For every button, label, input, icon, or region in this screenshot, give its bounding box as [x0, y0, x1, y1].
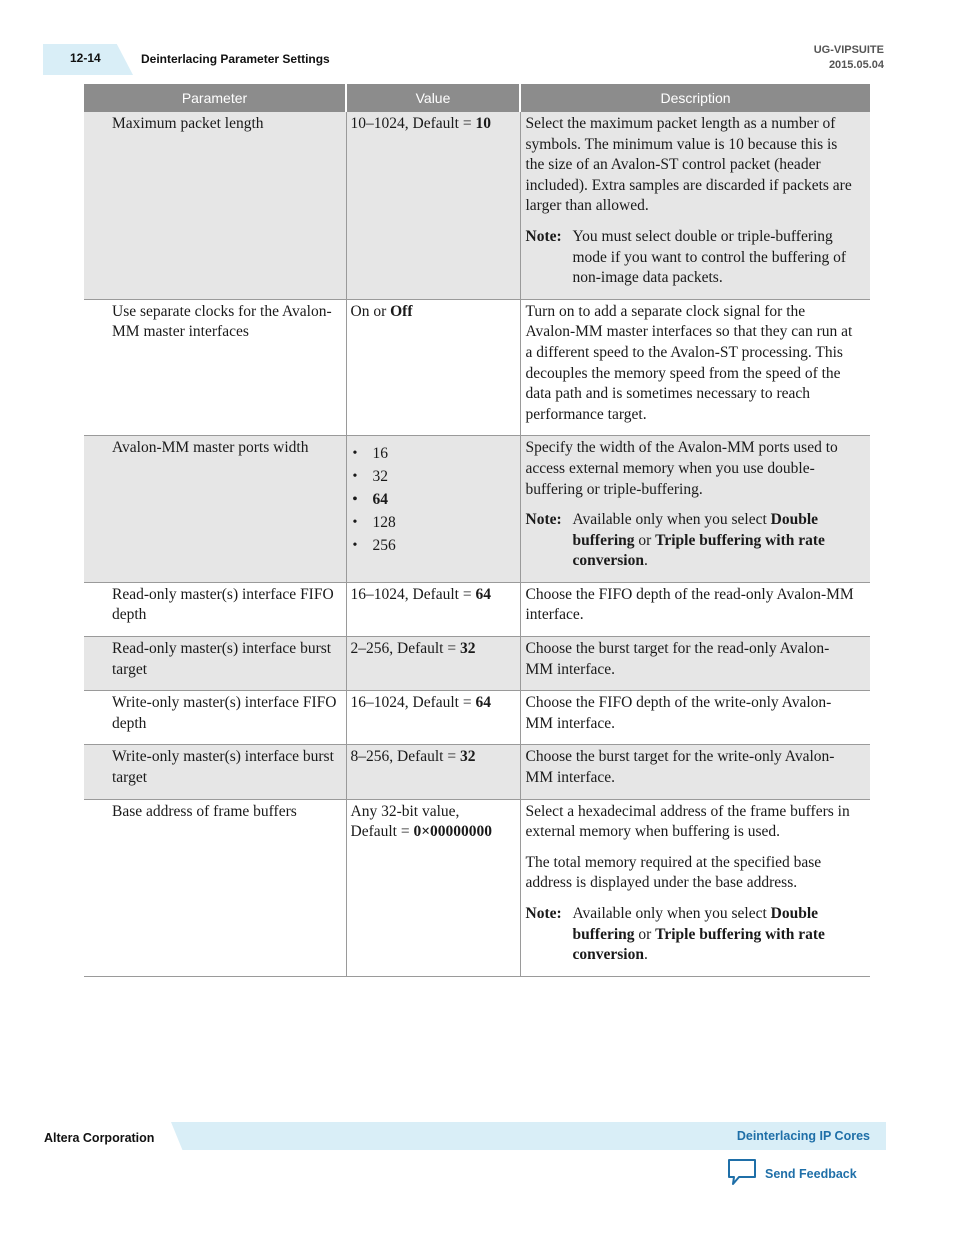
- value-default: 32: [459, 748, 476, 766]
- option-item: • 32: [351, 465, 514, 488]
- description-text: Choose the FIFO depth of the write-only Avalon-MM interface.: [525, 694, 832, 732]
- column-header-description: Description: [520, 84, 870, 112]
- description-cell: [520, 637, 870, 691]
- param-value: [347, 637, 520, 670]
- option-item: • 256: [351, 534, 514, 557]
- send-feedback-label: Send Feedback: [765, 1166, 857, 1181]
- description-text: Choose the burst target for the write-only Avalon-MM interface.: [525, 748, 835, 787]
- parameter-table: [84, 84, 870, 977]
- option-item-default: • 64: [351, 488, 514, 511]
- param-name: Use separate clocks for the Avalon-MM master interfaces: [112, 302, 332, 341]
- param-name: Read-only master(s) interface FIFO depth: [112, 585, 334, 624]
- description-text: Choose the FIFO depth of the read-only Avalon-MM interface.: [525, 585, 854, 624]
- param-cell: [84, 299, 346, 436]
- table-row: [84, 637, 870, 691]
- value-range: On or: [350, 302, 391, 320]
- description-text: Choose the burst target for the read-only Avalon-MM interface.: [525, 640, 830, 678]
- page-number: 12-14: [70, 51, 101, 65]
- option-item: • 128: [351, 511, 514, 534]
- param-cell: [84, 436, 346, 583]
- note-text: Available only when you select Double buffering or Triple buffering with rate conversion.: [572, 905, 825, 964]
- option-item: • 16: [351, 442, 514, 465]
- description-cell: [520, 112, 870, 299]
- value-cell: [346, 582, 520, 636]
- table-row: [84, 299, 870, 436]
- note-text: Available only when you select Double buffering or Triple buffering with rate conversion.: [572, 511, 825, 570]
- description-cell: [520, 299, 870, 436]
- value-default: Off: [390, 302, 413, 320]
- value-cell: [346, 745, 520, 799]
- value-cell: [346, 799, 520, 976]
- note: [526, 904, 857, 966]
- table-row: [84, 436, 870, 583]
- note: [526, 510, 857, 572]
- table-row: [84, 799, 870, 976]
- value-default: 64: [475, 694, 491, 712]
- note: [526, 227, 857, 289]
- param-name: Avalon-MM master ports width: [112, 439, 309, 457]
- value-cell: [346, 112, 520, 299]
- value-default: 10: [475, 115, 491, 132]
- param-cell: [84, 799, 346, 976]
- description-text: Specify the width of the Avalon-MM ports used to access external memory when you use double-buffering or triple-buffering.: [525, 439, 838, 498]
- value-default: 0×00000000: [413, 823, 493, 841]
- column-header-value: Value: [346, 84, 520, 112]
- param-cell: [84, 637, 346, 691]
- send-feedback-link[interactable]: [727, 1158, 857, 1189]
- param-cell: [84, 691, 346, 745]
- description-cell: [520, 745, 870, 799]
- option-list: [351, 442, 514, 557]
- speech-bubble-icon: [727, 1158, 757, 1189]
- chapter-link[interactable]: Deinterlacing IP Cores: [736, 1129, 870, 1143]
- param-value: [347, 583, 520, 616]
- param-name: Read-only master(s) interface burst target: [112, 640, 332, 678]
- note-label: Note:: [525, 511, 562, 529]
- value-default: 32: [459, 640, 476, 658]
- value-range: Any 32-bit value,: [350, 802, 460, 820]
- value-cell: [346, 637, 520, 691]
- value-cell: [346, 436, 520, 583]
- company-name: Altera Corporation: [44, 1131, 155, 1145]
- param-value: [347, 745, 520, 778]
- description-cell: [520, 582, 870, 636]
- description-text: Turn on to add a separate clock signal for the Avalon-MM master interfaces so that they can run at a different speed to the Avalon-ST processing. This decouples the memory speed from the speed of the data path and is sometimes necessary to reach performance target.: [525, 302, 853, 423]
- param-name: Base address of frame buffers: [112, 802, 297, 820]
- param-name: Maximum packet length: [112, 115, 264, 132]
- param-value: [347, 691, 520, 724]
- value-cell: [346, 299, 520, 436]
- description-text: Select a hexadecimal address of the frame buffers in external memory when buffering is used.: [525, 802, 850, 841]
- value-range: 10–1024, Default =: [350, 115, 476, 132]
- doc-info: [814, 43, 884, 73]
- doc-id: UG-VIPSUITE: [813, 44, 884, 56]
- table-row: [84, 582, 870, 636]
- param-cell: [84, 745, 346, 799]
- param-value: Any 32-bit value, Default = 0×00000000: [347, 800, 520, 853]
- description-cell: [520, 436, 870, 583]
- value-range: 2–256, Default =: [350, 640, 460, 658]
- table-header-row: [84, 84, 870, 112]
- table-row: [84, 112, 870, 299]
- param-cell: [84, 112, 346, 299]
- note-text: You must select double or triple-buffering mode if you want to control the buffering of non-image data packets.: [572, 227, 846, 287]
- table-row: [84, 745, 870, 799]
- param-name: Write-only master(s) interface FIFO depth: [112, 694, 337, 732]
- note-label: Note:: [525, 227, 562, 245]
- doc-date: 2015.05.04: [828, 59, 884, 71]
- param-name: Write-only master(s) interface burst target: [112, 748, 334, 787]
- description-text: Select the maximum packet length as a number of symbols. The minimum value is 10 because this is the size of an Avalon-ST control packet (header included). Extra samples are discarded if packets are larger than allowed.: [525, 115, 852, 215]
- table-row: [84, 691, 870, 745]
- value-default: 64: [475, 585, 491, 603]
- value-range: 8–256, Default =: [350, 748, 460, 766]
- description-text-2: The total memory required at the specified base address is displayed under the base address.: [525, 853, 822, 892]
- param-cell: [84, 582, 346, 636]
- value-cell: [346, 691, 520, 745]
- description-cell: [520, 799, 870, 976]
- param-value: [347, 300, 520, 333]
- value-range: 16–1024, Default =: [350, 694, 476, 712]
- note-label: Note:: [525, 905, 562, 922]
- section-title: Deinterlacing Parameter Settings: [141, 52, 330, 66]
- value-range: 16–1024, Default =: [350, 585, 476, 603]
- description-cell: [520, 691, 870, 745]
- param-value: [347, 112, 520, 145]
- column-header-parameter: Parameter: [84, 84, 346, 112]
